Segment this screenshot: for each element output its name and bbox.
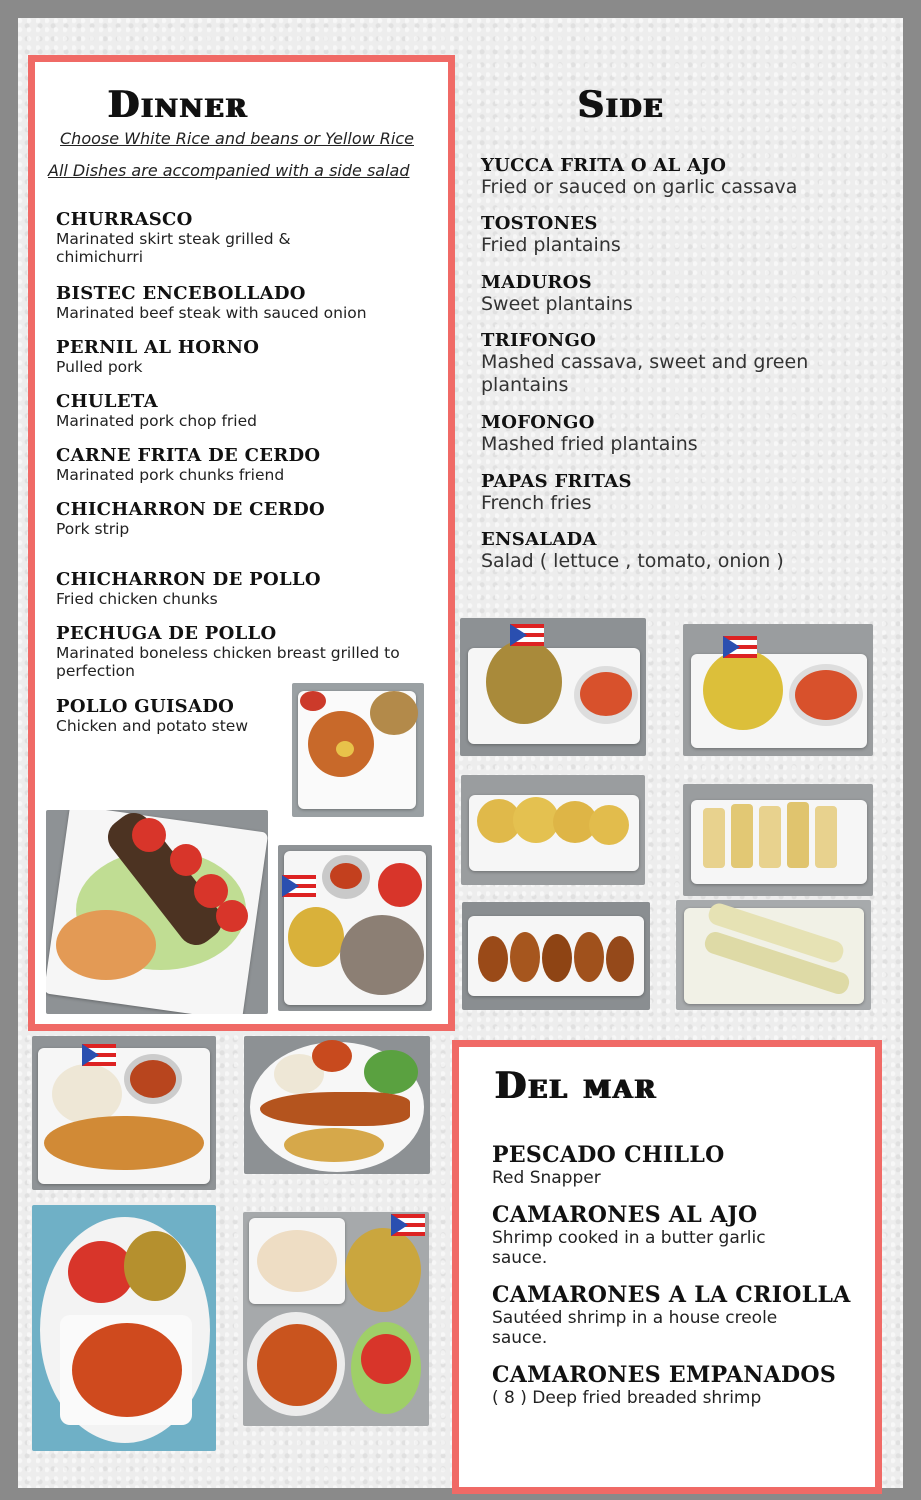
dinner-item-chicharron-pollo — [56, 570, 416, 608]
side-item-yucca — [481, 156, 881, 199]
camarones-ajo-photo — [243, 1212, 429, 1426]
dinner-item-name: CHURRASCO — [56, 209, 193, 230]
side-item-name: YUCCA FRITA O AL AJO — [481, 155, 727, 176]
dinner-item-chuleta — [56, 392, 416, 430]
side-item-papas — [481, 472, 881, 515]
dinner-item-desc: Marinated pork chunks friend — [56, 466, 285, 484]
mar-item-pescado — [492, 1142, 862, 1188]
tostones-photo — [461, 775, 645, 885]
camarones-criolla-photo — [32, 1205, 216, 1451]
rice-choice-note: Choose White Rice and beans or Yellow Rice — [60, 129, 414, 148]
dinner-item-desc: Marinated pork chop fried — [56, 412, 257, 430]
side-item-name: PAPAS FRITAS — [481, 471, 632, 492]
dinner-item-pollo-guisado — [56, 697, 286, 735]
mar-item-desc: ( 8 ) Deep fried breaded shrimp — [492, 1388, 762, 1408]
mar-item-desc: Shrimp cooked in a butter garlic sauce. — [492, 1228, 766, 1268]
side-item-name: TOSTONES — [481, 213, 598, 234]
side-item-trifongo — [481, 331, 841, 397]
pernil-photo — [278, 845, 432, 1011]
side-item-ensalada — [481, 530, 881, 573]
side-item-name: MADUROS — [481, 272, 592, 293]
side-item-desc: Salad ( lettuce , tomato, onion ) — [481, 550, 784, 572]
dinner-item-pernil — [56, 338, 416, 376]
side-salad-note: All Dishes are accompanied with a side salad — [48, 161, 410, 180]
mar-item-desc: Red Snapper — [492, 1168, 601, 1188]
side-item-tostones — [481, 214, 881, 257]
side-item-name: ENSALADA — [481, 529, 597, 550]
dinner-item-churrasco — [56, 210, 386, 266]
dinner-item-pechuga — [56, 624, 416, 680]
dinner-item-name: CARNE FRITA DE CERDO — [56, 445, 321, 466]
mar-item-name: CAMARONES EMPANADOS — [492, 1362, 837, 1388]
side-title: Side — [578, 84, 665, 126]
dinner-item-name: BISTEC ENCEBOLLADO — [56, 283, 306, 304]
side-item-name: MOFONGO — [481, 412, 595, 433]
dinner-item-chicharron-cerdo — [56, 500, 416, 538]
mar-item-desc: Sautéed shrimp in a house creole sauce. — [492, 1308, 778, 1348]
maduros-photo — [462, 902, 650, 1010]
mar-item-name: CAMARONES A LA CRIOLLA — [492, 1282, 851, 1308]
mar-item-name: PESCADO CHILLO — [492, 1142, 725, 1168]
mar-item-name: CAMARONES AL AJO — [492, 1202, 758, 1228]
side-item-desc: French fries — [481, 492, 592, 514]
side-item-desc: Fried plantains — [481, 234, 621, 256]
del-mar-title: Del mar — [495, 1065, 658, 1107]
dinner-item-desc: Fried chicken chunks — [56, 590, 218, 608]
dinner-item-desc: Chicken and potato stew — [56, 717, 249, 735]
yucca-ajo-photo — [676, 900, 871, 1010]
dinner-item-name: PERNIL AL HORNO — [56, 337, 260, 358]
dinner-item-name: PECHUGA DE POLLO — [56, 623, 277, 644]
dinner-item-carne-frita — [56, 446, 416, 484]
camarones-empanados-photo — [32, 1036, 216, 1190]
mar-item-camarones-criolla — [492, 1282, 872, 1348]
dinner-item-name: CHULETA — [56, 391, 158, 412]
dinner-item-desc: Pork strip — [56, 520, 130, 538]
dinner-item-name: CHICHARRON DE POLLO — [56, 569, 321, 590]
side-item-maduros — [481, 273, 881, 316]
churrasco-photo — [46, 810, 268, 1014]
mofongo-photo — [460, 618, 646, 756]
mar-item-camarones-ajo — [492, 1202, 862, 1268]
dinner-item-desc: Marinated beef steak with sauced onion — [56, 304, 367, 322]
dinner-item-desc: Marinated skirt steak grilled & chimichurri — [56, 230, 291, 266]
side-item-desc: Mashed cassava, sweet and green plantains — [481, 351, 809, 396]
dinner-item-bistec — [56, 284, 416, 322]
side-item-desc: Mashed fried plantains — [481, 433, 698, 455]
side-item-name: TRIFONGO — [481, 330, 597, 351]
pescado-chillo-photo — [244, 1036, 430, 1174]
pollo-guisado-photo — [292, 683, 424, 817]
dinner-title: Dinner — [108, 84, 249, 126]
dinner-item-desc: Pulled pork — [56, 358, 143, 376]
mar-item-camarones-empanados — [492, 1362, 872, 1408]
dinner-item-name: CHICHARRON DE CERDO — [56, 499, 325, 520]
trifongo-photo — [683, 624, 873, 756]
side-item-mofongo — [481, 413, 881, 456]
dinner-item-desc: Marinated boneless chicken breast grilled to perfection — [56, 644, 400, 680]
dinner-item-name: POLLO GUISADO — [56, 696, 235, 717]
side-item-desc: Sweet plantains — [481, 293, 633, 315]
side-item-desc: Fried or sauced on garlic cassava — [481, 176, 798, 198]
yucca-frita-photo — [683, 784, 873, 896]
